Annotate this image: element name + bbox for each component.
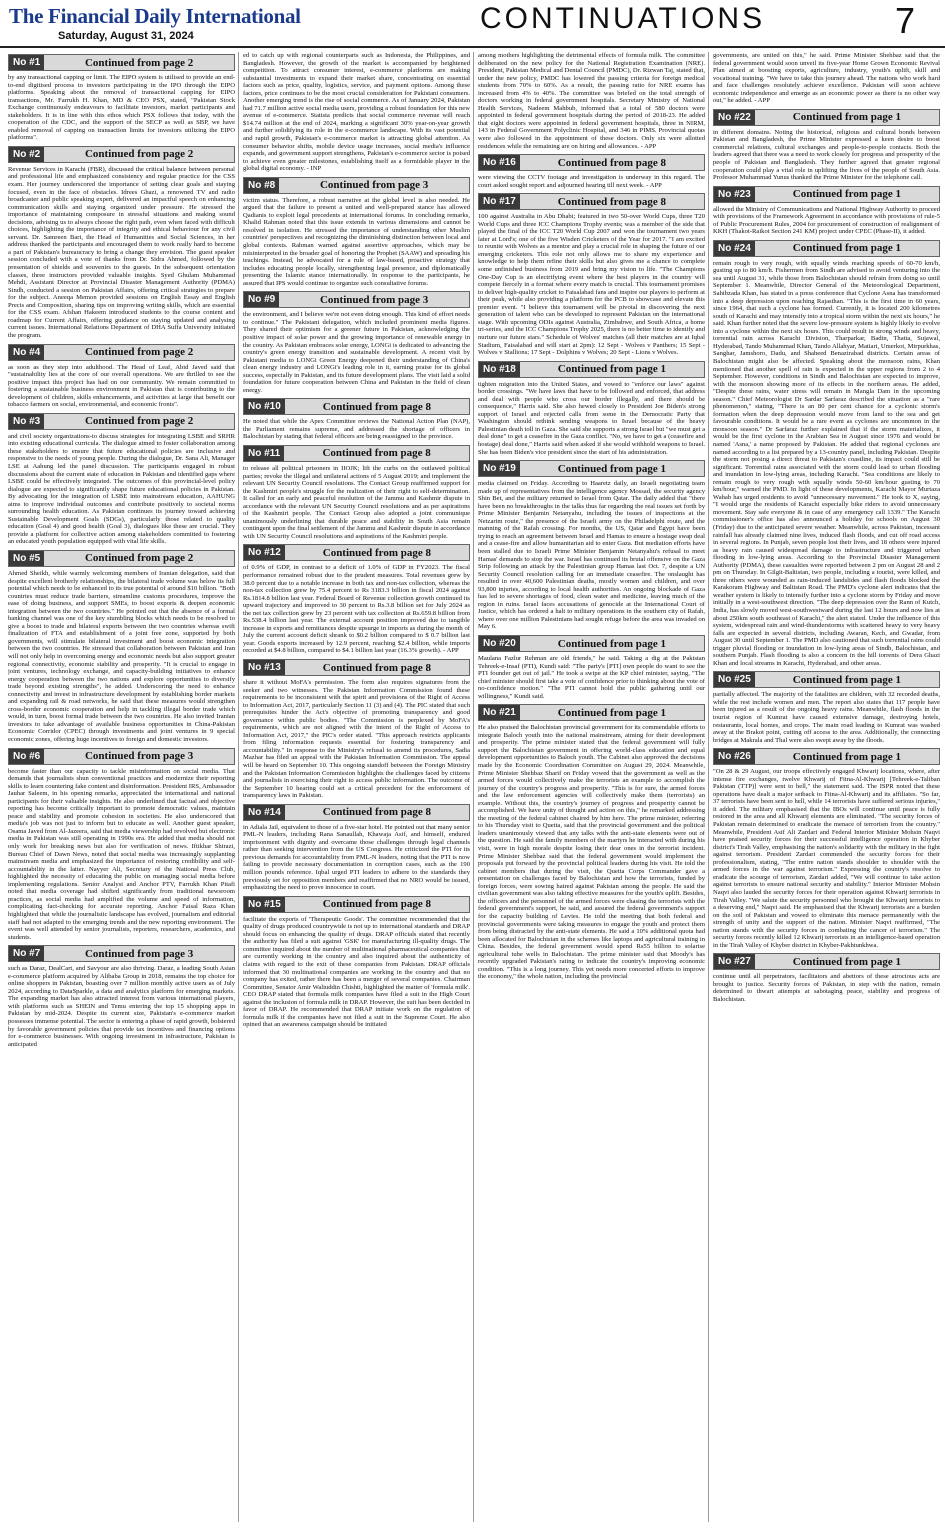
column-4	[713, 52, 940, 1522]
masthead	[0, 0, 945, 48]
continuation-header	[713, 671, 940, 688]
column-divider	[473, 52, 474, 1522]
column-divider	[708, 52, 709, 1522]
article-body: among mothers highlighting the detrimental effects of formula milk. The committee deliberated on the new policy for the National Registration Examination (NRE). President, Pakistan Medical and Dental Council (PMDC), Dr. Rizwan Taj, stated that, under the new policy, PMDC has lowered the passing criteria for foreign medical students from 70% to 60%. As a result, the passing ratio for NRE exams has increased from 4% to 40%. The committee was briefed on the total strength of doctors working in federal government hospitals. Secretary Ministry of National Health Services, Nadeem Mahbub, informed that a total of 580 doctors were appointed in federal government hospitals during the period of 2018-23. He added that eight doctors were appointed in federal government hospitals, three in NIRM, 143 in Federal Government Polyclinic Hospital, and 346 in PIMS. Provincial quotas were also followed in the appointment of these doctors. Only six were allotted residences while the remaining are on hiring and allowances. - APP	[478, 52, 705, 150]
continuation-header	[243, 659, 470, 676]
continuation-article	[478, 193, 705, 356]
continuation-article	[8, 413, 235, 546]
column-3	[478, 52, 705, 1522]
continuation-number-badge: No #1	[9, 55, 44, 70]
article-body: allowed the Ministry of Communications and National Highway Authority to proceed with provisions of the Framework Agreement in accordance with provisions of rule-5 of Public Procurement Rules, 2004 for procurement of construction of realignment of KKH (Thakot-Raikot Section 241 KM) project under CPEC (Phase-II), it added.	[713, 205, 940, 236]
continuation-number-badge: No #9	[244, 292, 279, 307]
continuation-article	[478, 704, 705, 981]
continuation-article	[713, 109, 940, 182]
continuation-number-badge: No #23	[714, 187, 755, 202]
continuation-header	[478, 193, 705, 210]
article-body: share it without MoFA's permission. The form also requires signatures from the seeker and two witnesses. The Pakistan Information Commission found these requirements to be inconsistent with the spirit and provisions of the Right of Access to Information Act, 2017, particularly Section 11 (3) and (4). The PIC stated that such prerequisites hinder the Act's objective of promoting transparency and good governance within public bodies. "The Commission is perplexed by MoFA's requirements, which are not aligned with the intent of the Right of Access to Information Act, 2017," the PIC's order stated. "This approach restricts applicants from filing information requests essential for fostering transparency and accountability." In response to the Ministry's refusal to amend its procedures, Sadia Mazhar has filed an appeal with the Pakistan Information Commission. The appeal will be heard on September 10. This ongoing standoff between the Foreign Ministry and the Pakistan Information Commission highlights the challenges faced by citizens and journalists in exercising their right to access public information. The outcome of the September 10 hearing could set a critical precedent for the enforcement of transparency laws in Pakistan.	[243, 679, 470, 800]
continued-from-label: Continued from page 1	[792, 188, 902, 201]
continued-from-label: Continued from page 3	[319, 179, 429, 192]
continuation-article	[713, 671, 940, 744]
article-body: in Adiala Jail, equivalent to those of a five-star hotel. He pointed out that many senior PML-N leaders, including Rana Sanaullah, Khawaja Asif, and himself, endured imprisonment with dignity and overcame those challenges through legal channels rather than seeking intervention from the US Congress. He criticized the PTI for its previous demands for accountability from PML-N leaders, noting that the PTI is now failing to provide necessary documentation in corruption cases, such as the 190 million pounds reference. Iqbal urged PTI leaders to adhere to the standards they previously set for opposition members and reaffirmed that no NRO would be issued, emphasizing the need to prove innocence in court.	[243, 823, 470, 892]
continuation-number-badge: No #8	[244, 178, 279, 193]
continuation-number-badge: No #11	[244, 446, 284, 461]
continuation-number-badge: No #16	[479, 155, 520, 170]
continued-from-label: Continued from page 8	[322, 546, 432, 559]
continuation-article	[243, 896, 470, 1029]
article-body: and civil society organizations-to discuss strategies for integrating LSBE and SRHR into existing educational curricula. The dialogue aimed to foster collaboration among these stakeholders to ensure that future educational policies are inclusive and responsive to the needs of young people. During the dialogue, Dr. Sana Ali, Manager LSE at Aahung led the panel discussion. The participants engaged in robust discussions about the current state of education in Pakistan and identified gaps where LSBE could be effectively integrated. The outcomes of this provincial-level policy dialogue are expected to significantly shape future educational policies in Pakistan. By advocating for the integration of LSBE into mainstream education, AAHUNG aims to improve individual outcomes and contribute positively to societal norms surrounding health education. As Pakistan continues its journey toward achieving Sustainable Development Goals (SDGs), particularly those related to quality education (Goal 4) and good health (Goal 3), dialogues like these are crucial. They provide a platform for collective action among stakeholders committed to fostering an educated youth population equipped with vital life skills.	[8, 432, 235, 546]
continuation-header	[8, 945, 235, 962]
continued-from-label: Continued from page 1	[557, 706, 667, 719]
continuation-article	[713, 52, 940, 105]
continuation-header	[8, 344, 235, 361]
section-title: CONTINUATIONS	[480, 2, 766, 35]
article-body: the environment, and I believe we're not even doing enough. This kind of effort needs to continue." The Pakistani delegation, which included prominent media figures. They shared their optimism for a greener future in Pakistan, acknowledging the positive impact of solar power and the growing importance of renewable energy in the country. As Pakistan embraces solar energy, LONGi is dedicated to advancing the country's green energy transition and sustainable development. A recent visit by Pakistani media to LONGi Green Energy deepened their understanding of China's clean energy industry and LONGi's leading role in it, earning praise for its global success, especially in Pakistan, and its future development plans. The visit laid a solid foundation for future cooperation between China and Pakistan in the field of clean energy.	[243, 311, 470, 394]
continuation-article	[713, 186, 940, 236]
continued-from-label: Continued from page 3	[319, 293, 429, 306]
continued-from-label: Continued from page 1	[557, 462, 667, 475]
continued-from-label: Continued from page 8	[322, 400, 432, 413]
continued-from-label: Continued from page 8	[322, 447, 431, 460]
article-body: such as Daraz, DealCart, and Savyour are also thriving. Daraz, a leading South Asian e-commerce platform acquired by Alibaba Group in 2018, remains the top choice for online shoppers in Pakistan, boasting over 7 million monthly active users as of July 2024, according to DataSparkle, a data and analytics platform for emerging markets. The expanding market has also attracted interest from various international players, with platforms such as SHEIN and Temu entering the top 15 shopping apps in Pakistan by mid-2024. Despite its current size, Pakistan's e-commerce market possesses immense potential. The sector is entering a phase of rapid growth, bolstered by favorable government policies that provide tax incentives and financing options for e-commerce businesses. With ongoing investment in infrastructure, Pakistan is anticipated	[8, 965, 235, 1048]
continuation-article	[243, 544, 470, 655]
continuation-header	[713, 748, 940, 765]
continuation-article	[713, 748, 940, 949]
continued-from-label: Continued from page 8	[557, 156, 667, 169]
continuation-article	[243, 659, 470, 800]
continuation-number-badge: No #14	[244, 805, 285, 820]
continuation-header	[713, 109, 940, 126]
continuation-header	[243, 177, 470, 194]
newspaper-name: The Financial Daily International	[9, 4, 301, 28]
continuation-header	[8, 550, 235, 567]
article-body: "On 28 & 29 August, our troops effectively engaged Khwarij locations, where, after intense fire exchanges, twelve Khwarij of Fitna-Al-Khwarij [Tehreek-e-Taliban Pakistan (TTP)] were sent to hell," the statement said. The ISPR noted that these operations have dealt a major setback to Fitna-Al-Khwarij and its affiliates. "So far, 37 terrorists have been sent to hell, while 14 terrorists have suffered serious injuries," it added. The military emphasised that the IBOs will continue until peace is fully restored in the area and all Khwarij elements are eliminated. "The security forces of Pakistan remain determined to eradicate the menace of terrorism from the country." Meanwhile, President Asif Ali Zardari and Federal Interior Minister Mohsin Naqvi have praised security forces for their successful intelligence operation in Khyber district's Tirah Valley, emphasising the nation's solidarity with the military in the fight against terrorism. President Zardari commended the security forces for their professionalism, stating, "The entire nation stands shoulder to shoulder with the armed forces in the war against terrorism." Expressing the country's resolve to eradicate the scourge of terrorism, Zardari added, "We will continue to take action against terrorists to ensure national security and stability." Interior Minister Mohsin Naqvi also lauded the security forces for their operation against Khwarij terrorists in Tirah Valley. "We salute the security personnel who brought the Khwarij terrorists to a deserving end," Naqvi said. He emphasised that the Khwarij terrorists are a burden on the soil of Pakistan and vowed to eliminate this menace permanently with the strength of unity and the support of the nation. Minister Naqvi reaffirmed, "The nation stands with the security forces in combating the cancer of terrorism." The security forces recently killed 12 Khwarij terrorists in an intelligence-based operation in the Tirah Valley of Khyber district in Khyber-Pakhtunkhwa.	[713, 768, 940, 949]
continuation-article	[8, 54, 235, 142]
continuation-article	[713, 953, 940, 1003]
continuation-header	[478, 704, 705, 721]
continued-from-label: Continued from page 1	[557, 637, 667, 650]
continued-from-label: Continued from page 1	[557, 363, 667, 376]
article-body: governments, are united on this," he said. Prime Minister Shehbaz said that the federal government would soon unveil its five-year Home Grown Economic Revival Plan aimed at boosting exports, agriculture, industry, youth's uplift, skill and vocational training. "We have to take this journey ahead. The nations who work hard and face challenges resolutely achieve excellence. Pakistan will soon achieve economic independence and emerge as an economic power as there is no other way out," he added. - APP	[713, 52, 940, 105]
continuation-article	[713, 240, 940, 668]
continuation-article	[478, 154, 705, 189]
continued-from-label: Continued from page 3	[84, 750, 194, 763]
continuation-number-badge: No #20	[479, 636, 520, 651]
article-body: Ahmed Sheikh, while warmly welcoming members of Iranian delegation, said that despite excellent brotherly relationships, the bilateral trade volume was below its full potential which needs to be enhanced to its true potential of around $10 billion. "Both countries must reduce trade barriers, streamline customs procedures, improve the ease of doing business, and support SMEs, to boost exports & deepen economic integration between the two countries." He pointed out that the absence of a formal banking channel was one of the key stumbling blocks which needs to be resolved to give a boost to trade and bilateral exports between the two countries whereas swift finalization of FTA and establishment of a joint free zone, supported by both governments, will stimulate bilateral investment and boost economic integration between the two countries. He stressed that collaboration between Pakistan and Iran will not only help in overcoming energy and economic needs but also support greater regional connectivity, economic stability and prosperity. "It is crucial to engage in joint ventures, technology exchange, and capacity-building initiatives to enhance energy cooperation between the two nations and explore opportunities to diversify trade beyond existing strengths", he added. Underscoring the need to enhance connectivity and invest in infrastructure development by establishing border markets and expanding rail & road networks, he said that these measures would strengthen cross-border economic cooperation and help in tackling illegal border trade which would, in turn, boost formal trade between the two countries. He also invited Iranian investors to take advantage of available business opportunities in China-Pakistan Economic Corridor (CPEC) through investments and joint ventures in 9 special economic zones, offering huge incentives to foreign and domestic investors.	[8, 569, 235, 744]
continuation-header	[243, 445, 470, 462]
article-body: of 0.9% of GDP, in contrast to a deficit of 1.0% of GDP in FY2023. The fiscal performance remained robust due to the prudent measures. Total revenues grew by 38.0 percent due to a notable increase in both tax and non-tax collection, whereas the non-tax collection grew by 75.4 percent to Rs 3183.3 billion in fiscal 2024 against Rs.1814.8 billion last year. Federal Board of Revenue collection growth continued its upward trajectory and improved to 30 percent to Rs.3.8 billion set for July 2024 as the net tax collection grew by 23 percent with tax collection at Rs.659.8 billion from Rs.538.4 billion last year. The external account position improved due to tangible increase in exports and remittances despite upsurge in imports as during the month of July the current account deficit shrank to $0.2 billion compared to $ 0.7 billion last year. Goods exports increased by 12.9 percent, reaching $2.4 billion, while imports recorded at $4.8 billion, compared to $4.1 billion last year (16.3% growth). - APP	[243, 564, 470, 655]
article-body: 100 against Australia in Abu Dhabi; featured in two 50-over World Cups, three T20 World Cups and three ICC Champions Trophy events; was a member of the side that played the final of the ICC T20 World Cup 2007 and won the tournament two years later at Lord's; one of the five Wisden Cricketers of the Year for 2017. "I am excited to reunite with Wolves as a mentor and play a crucial role in shaping the future of our emerging cricketers. This role not only allows me to share my experience and knowledge to help them refine their skills but also gives me a chance to complete some unfinished business from 2019 and bring my vision to life. "The Champions One-Day Cup is an electrifying event where the best players in the country will compete fiercely in a format where every match is crucial. This tournament promises to deliver high-quality cricket to Faisalabad fans and inspire our players to perform at their peak, while also providing a platform for the PCB to showcase and elevate this premier event. "I believe this tournament will be pivotal in discovering the next generation of talent who can be developed to represent Pakistan on the international stage. With upcoming ODIs against Australia, Zimbabwe, and South Africa, a home tri-series, and the ICC Champions Trophy 2025, there is no better time to identify and nurture our future stars." Schedule of Wolves' matches (all their matches are at Iqbal Stadium, Faisalabad and will start at 2pm): 12 Sept - Wolves v Panthers; 15 Sept - Wolves v Stallions; 17 Sept - Dolphins v Wolves; 20 Sept - Lions v Wolves.	[478, 213, 705, 357]
continuation-header	[243, 398, 470, 415]
continued-from-label: Continued from page 1	[792, 955, 902, 968]
continued-from-label: Continued from page 2	[84, 56, 194, 69]
continuation-header	[713, 186, 940, 203]
continuation-number-badge: No #25	[714, 672, 755, 687]
continuation-header	[478, 635, 705, 652]
continuation-number-badge: No #27	[714, 954, 755, 969]
continued-from-label: Continued from page 8	[322, 898, 432, 911]
continuation-number-badge: No #21	[479, 705, 520, 720]
continuation-header	[243, 291, 470, 308]
continued-from-label: Continued from page 1	[792, 242, 902, 255]
article-body: Revenue Services in Karachi (FBR), discussed the critical balance between personal and professional life and emphasized consistency and regular practice for the CSS exam. Her journey underscored the importance of setting clear goals and staying focused, even in the face of obstacles. Idrees Ghazi, a renowned TV and radio broadcaster and public speaking expert, delivered an impactful speech on enhancing communication skills and staying organized under pressure. He stressed the importance of maintaining composure in stressful situations and making sound decisions, advising us to always choose the right path, even when faced with difficult choices, highlighting the importance of integrity and ethical behaviour for any civil servant. Dr. Samreen Bari, the Head of Humanities and Social Sciences, in her address thanked the participants and encouraged them to work really hard to become a part of Pakistan's bureaucracy to bring a change they envision. The guest speaker session concluded with a vote of thanks from Dr. Sidra Ahmed, followed by the presentation of shields and souvenirs to the guests. In the subsequent orientation classes, three instructors provided valuable insights. Syed Ghulam Muhammad Mehdi, Assistant Director at Provincial Disaster Management Authority (PDMA) Sindh, conducted a session on Pakistan Affairs, offering critical strategies to prepare for the subject. Aneeqa Memon provided sessions on English Essay and English Precis and Composition, sharing tips on improving writing skills, which are essential for the CSS exam. Afshan Hakeem introduced students to the course content and roadmap for Current Affairs, offering guidance on staying updated and analysing current issues. International Relations Department of DHA Suffa University initiated the program.	[8, 165, 235, 339]
continuation-article	[8, 146, 235, 340]
continuation-header	[8, 413, 235, 430]
continuation-number-badge: No #26	[714, 749, 755, 764]
continuation-number-badge: No #24	[714, 241, 755, 256]
continuation-number-badge: No #2	[9, 147, 44, 162]
article-body: victim status. Therefore, a robust narrative at the global level is also needed. He argued that the failure to present a united and well-prepared stance has allowed Qadianis to exploit legal precedents at international forums. In concluding remarks, Khalid Rahman noted that this issue extends in various dimensions and cannot be resolved in isolation. He stressed the importance of understanding other Muslim countries' perspectives and recognizing the diminishing distinction between local and global contexts. Rahman warned against assertive approaches, which may be misinterpreted in the broader goal of honoring the Prophet (SAAW) and spreading his teachings. Instead, he advocated for a rule of law-based, proactive strategy that includes educating people locally, strengthening legal presence, and diplomatically presenting the Islamic stance internationally. In response to the participants, he assured that IPS would continue to organize such consultative forums.	[243, 196, 470, 287]
continuation-article	[478, 460, 705, 631]
column-2	[243, 52, 470, 1522]
article-body: become faster than our capacity to tackle misinformation on social media. That demands that journalists shun conventional practices and modernize their reporting skills to learn countering fake content and disinformation. President IRS, Ambassador Jauhar Saleem, in his opening remarks, appreciated the international and national participants for their valuable insights. He also underlined that factual and objective reporting has become critically important to promote democratic values, maintain peace and stability and promote cohesion in societies. He also underscored that media's job was not just to inform but to educate as well. Another guest speaker, Osama Javed from Al-Jazeera, said that media viewership had revolved but electronic media in Pakistan was still operating in 1990s era. He added that media should not only work for breaking news but also for verification of news. Iftikhar Shirazi, Bureau Chief of Dawn News, noted that social media was increasingly supplanting mainstream media and emphasized the importance of restoring credibility and self-accountability in the latter. Nayyer Ali, Secretary of the National Press Club, highlighted the necessity of educating the public on managing social media before implementing regulations. Senior Analyst and Anchor PTV, Farrukh Khan Pitafi noted that media coverage had shifted significantly from traditional newsroom practices, as social media had amplified the volume and speed of information, complicating fact-checking for accurate reporting. Anchor Faisal Raza Khan highlighted that while the journalistic landscape has evolved, journalism and editorial staff had not adapted to the emerging trends and the new reporting environment. The event was well attended by senior journalists, reporters, researchers, academics, and students.	[8, 767, 235, 941]
continuation-number-badge: No #18	[479, 362, 520, 377]
continuation-article	[478, 361, 705, 456]
continuation-article	[478, 635, 705, 700]
continuation-header	[8, 748, 235, 765]
continuation-number-badge: No #13	[244, 660, 285, 675]
article-body: tighten migration into the United States, and vowed to "enforce our laws" against border crossings. "We have laws that have to be followed and enforced, that address and deal with people who cross our border illegally, and there should be consequence," Harris said. She also hewed closely to President Joe Biden's strong support of Israel and rejected calls from some in the Democratic Party that Washington should rethink sending weapons to Israel because of the heavy Palestinian death toll in Gaza. She said she supports a strong Israel but "we must get a deal done" to get a ceasefire in the Gaza conflict. "No, we have to get a (ceasefire and hostage) deal done," Harris said when asked if she would withhold weapons to Israel. She has been Biden's vice president since the start of his administration.	[478, 380, 705, 456]
continued-from-label: Continued from page 3	[84, 947, 194, 960]
continuation-article	[243, 398, 470, 441]
continuation-number-badge: No #5	[9, 551, 44, 566]
continued-from-label: Continued from page 1	[792, 750, 902, 763]
continuation-number-badge: No #17	[479, 194, 520, 209]
continuation-number-badge: No #6	[9, 749, 44, 764]
continuation-number-badge: No #3	[9, 414, 44, 429]
continuation-header	[478, 361, 705, 378]
continuation-number-badge: No #7	[9, 946, 44, 961]
continuation-article	[243, 291, 470, 394]
article-body: media claimed on Friday. According to Haaretz daily, an Israeli negotiating team made up of representatives from the intelligence agency Mossad, the security agency Shin Bet, and the military returned to Israel from Qatar. The daily added that "there have been no breakthroughs in the talks thus far regarding the real issues set forth by Prime Minister Benjamin Netanyahu, including the issues of inspections at the Netzarim route," the presence of the Israeli army on the Philadelphi route, and the manning of the Rafah crossing. For months, the US, Qatar and Egypt have been trying to reach an agreement between Israel and Hamas to ensure a hostage swap deal and a cease-fire and allow humanitarian aid to enter Gaza. But mediation efforts have been stalled due to Israeli Prime Minister Benjamin Netanyahu's refusal to meet Hamas' demands to stop the war. Israel has continued its brutal offensive on the Gaza Strip following an attack by the Palestinian group Hamas last Oct. 7, despite a UN Security Council resolution calling for an immediate ceasefire. The onslaught has resulted in over 40,600 Palestinian deaths, mostly women and children, and over 93,800 injuries, according to local health authorities. An ongoing blockade of Gaza has led to severe shortages of food, clean water and medicine, leaving much of the region in ruins. Israel faces accusations of genocide at the International Court of Justice, which has ordered a halt to military operations in the southern city of Rafah, where over one million Palestinians had sought refuge before the area was invaded on May 6.	[478, 480, 705, 631]
continuation-article	[478, 52, 705, 150]
article-body: continue until all perpetrators, facilitators and abettors of these atrocious acts are brought to justice. Security forces of Pakistan, in step with the nation, remain determined to thwart attempts at sabotaging peace, stability and progress of Balochistan.	[713, 973, 940, 1003]
article-body: He also praised the Balochistan provincial government for its commendable efforts to integrate Baloch youth into the national mainstream, aiming for their development and prosperity. The prime minister stated that the federal government will fully support the Balochistan government in offering world-class education and equal development opportunities to Baloch youth. The Cabinet also approved the decisions made by the Economic Coordination Committee on August 29, 2024. Meanwhile, Prime Minister Shehbaz Sharif on Friday vowed that the government as well as the armed forces would collectively make the terrorists an example to accomplish the journey of the country's progress and prosperity. "This is for sure, the armed forces and the law enforcement agencies will collectively make them (terrorists) an example. Without this, the country's journey of progress and prosperity cannot be accomplished. We have unity of thought and action on this," he remarked addressing the meeting of the federal cabinet chaired by him here. The prime minister, referring to his Thursday visit to Quetta, said that the provincial government and the political leaders unanimously viewed that any talks with the anti-state elements were out of the question. He said the family members of the martyrs he interacted with during his visit, were in high morale despite losing their dear ones in the terrorist incident. Prime Minister Shehbaz said that the federal government would implement the proposals put forward by the provincial political leaders during his visit. He told the cabinet members that during the visit, the Quetta Corps Commander gave a presentation on challenges faced by Balochistan and how the terrorists, funded by foreign forces, were sowing hatred against Pakistan among the people. He said the civilian government was also taking effective measures for the youth's uplift. Besides, the officers and the personnel of the armed forces were chasing the terrorists with the federal government's support, he said, and assured the federal government's support for the capacity building of Levies. He told the meeting that both federal and provincial governments were taking measures to engage the youth and protect them from being distracted by the anti-state elements. He said a 10% additional quota had been allocated for Balochistan in the schemes like laptops and agricultural training in China. Besides, the federal government would spend Rs55 billion to solarise agricultural tube wells in Balochistan. The prime minister said that Moody's has recently upgraded Pakistan's rating to indicate the country's improving economic condition. "This is a long journey. This yet needs more concerted efforts to improve the economy," the whole nation, including the provincial	[478, 724, 705, 981]
continuation-number-badge: No #10	[244, 399, 285, 414]
article-body: in different domains. Noting the historical, religious and cultural bonds between Pakistan and Bangladesh, the Prime Minister expressed a keen desire to boost commercial relations, cultural exchanges and people-to-people contacts. Both the leaders agreed that there was a need to work closely for progress and prosperity of the people of Pakistan and Bangladesh. They further agreed that greater regional cooperation could play a vital role in uplifting the lives of the people of South Asia. Professor Muhammad Yunus thanked the Prime Minister for the telephone call.	[713, 128, 940, 182]
continuation-header	[478, 460, 705, 477]
continued-from-label: Continued from page 1	[792, 673, 902, 686]
continued-from-label: Continued from page 2	[84, 346, 194, 358]
continuation-number-badge: No #12	[244, 545, 285, 560]
continuation-header	[243, 544, 470, 561]
continuation-number-badge: No #19	[479, 461, 520, 476]
continued-from-label: Continued from page 8	[322, 661, 432, 674]
continuation-article	[243, 804, 470, 892]
continuation-header	[713, 240, 940, 257]
continuation-number-badge: No #22	[714, 110, 755, 125]
continuation-article	[8, 945, 235, 1048]
continuation-number-badge: No #15	[244, 897, 285, 912]
article-body: as soon as they step into adulthood. The Head of Leaf, Abid Javed said that "sustainability lies at the core of our overall operations. We are thrilled to see the positive impact this project has had on our community. We remain committed to fostering a sustainable business environment in Pakistan that is contributing to the development of children, skills enhancements, and activities at large that benefit our tobacco farmers on social, environmental, and economic fronts".	[8, 363, 235, 409]
continuation-number-badge: No #4	[9, 345, 44, 360]
article-body: were viewing the CCTV footage and investigation is underway in this regard. The court asked sought report and adjourned hearing till next week. - APP	[478, 174, 705, 189]
article-body: to release all political prisoners in IIOJK; lift the curbs on the outlawed political parties; revoke the illegal and unilateral actions of 5 August 2019; and implement the relevant UN Security Council resolutions. The Contact Group reaffirmed support for the Kashmiri people's struggle for the realization of their right to self-determination. It called for an early and peaceful resolution of the Jammu and Kashmir dispute in accordance with the relevant UN Security Council resolutions and as per aspirations of the Kashmiri people. The Contact Group also adopted a joint communique unanimously underlining that durable peace and stability in South Asia remain contingent upon the final settlement of the Jammu and Kashmir dispute in accordance with UN Security Council resolutions and aspirations of the Kashmiri people.	[243, 464, 470, 540]
continued-from-label: Continued from page 2	[84, 552, 194, 565]
article-body: by any transactional capping or limit. The EIPO system is utilised to provide an end-to-end digitised process to investors participating in the IPO through the EIPO platforms. Speaking about the removal of transactional capping for EIPO transactions, Mr. Farrukh H. Khan, MD & CEO PSX, stated, "Pakistan Stock Exchange continuously endeavours to facilitate investors, market participants and stakeholders. It is in line with this ethos which PSX follows that today, with the cooperation of the CDC, and the support of the SECP as well as SBP, we have enabled removal of capping on transaction limits for investors utilizing the EIPO platforms".	[8, 74, 235, 142]
continued-from-label: Continued from page 2	[84, 148, 194, 161]
article-body: remain rough to very rough, with squally winds reaching speeds of 60-70 km/h, gusting up to 80 km/h. Fishermen from Sindh are advised to avoid venturing into the sea until August 31, while those from Balochistan should refrain from doing so until September 1. Meanwhile, Director General of the Meteorological Department, Sahibzada Khan, has stated in a press conference that Cyclone Asna has transformed into a deep depression upon reaching Rajasthan. "This is the first time in 60 years, since 1964, that such a cyclone has formed. Currently, it is located 200 kilometres south of Karachi and may intensify into a tropical storm within the next six hours," he said. Khan further noted that the severe low-pressure system is highly likely to evolve into a cyclone within the next six hours. This could result in strong winds and heavy, torrential rain across Karachi Division, Tharparkar, Badin, Thatta, Sujawal, Hyderabad, Tando Muhammad Khan, Tando Allahyar, Matiari, Umerkot, Mirpurkhas, Sanghar, Jamshoro, Dadu, and Shaheed Benazirabad districts. Certain areas of Balochistan might also be affected. Speaking about the monsoon rains, Khan mentioned that another spell of rain is expected in the upper regions from 2 to 4 September. However, conditions in Sindh and Balochistan are expected to improve, with the monsoon showing more of its effects in the northern areas. He added, "Despite these rains, water stress will remain in Mangla Dam in the upcoming season." Chief Meteorologist Dr Sardar Sarfaraz described the situation as a "rare phenomenon," stating, "There is an 80 per cent chance for a cyclonic storm's formation when the deep depression would move from land to the sea and get favourable conditions. It would be a rare event as cyclones are uncommon in the monsoon season." Dr Sarfaraz further explained that if the storm materializes, it would be the first cyclone in the Arabian Sea in August since 1976 and would be named 'Asna,' a name proposed by Pakistan. He added that regional cyclones are named according to a list prepared by a 13-country panel, including Pakistan. Despite the storm not posing a direct threat to Pakistan's coastline, its impact could still be significant. Torrential rains associated with the storm could lead to urban flooding and inundation in low-lying areas, including Karachi. "Sea conditions are likely to remain rough to very rough with squally winds 50-60 km/hour gusting to 70 km/hour," warned the PMD. In light of these developments, Karachi Mayor Murtaza Wahab has urged residents to avoid "unnecessary movement." He took to X, saying, "I would urge the residents of Karachi especially bike riders to avoid unnecessary movement. Stay safe everyone & in case of any emergency call 1339." The Karachi commissioner's office has also announced a holiday for schools on August 30 (Friday) due to the anticipated severe weather. Meanwhile, across Pakistan, incessant rainfall has already claimed nine lives, induced flash floods, and cut off road access in several regions. In Punjab, seven people lost their lives, and 18 others were injured as heavy rain caused widespread damage to infrastructure and triggered urban flooding in low-lying areas. According to the Provincial Disaster Management Authority (PDMA), these casualties were reported between 2 pm on August 28 and 2 pm on Thursday. In Gilgit-Baltistan, two people, including a tourist, were killed, and three others were wounded as rain-induced landslides and flash floods blocked the Karakoram Highway and Baltistan Road. The PMD's cyclone alert indicates that the weather system is likely to intensify further into a cyclone storm by Friday and move initially in a west-southwest direction. "The deep depression over the Rann of Kutch, India, has slowly moved west-southwestward during the last 12 hours and now lies at about 250km south southeast of Karachi," the alert stated. Under the influence of this system, widespread rain and wind-thunderstorms with scattered heavy to very heavy falls are expected in several districts, including Awaran, Kech, and Gwadar, from August 30 until September 1. The PMD also cautioned that such torrential rains could trigger pluvial flooding or inundation in low-lying areas of Sindh, Balochistan, and southern Punjab. Flash flooding is also a concern in the hill torrents of Dera Ghazi Khan and local streams in Karachi, Hyderabad, and other areas.	[713, 259, 940, 667]
column-1	[8, 52, 235, 1522]
continuation-article	[243, 177, 470, 288]
continuation-header	[8, 54, 235, 71]
continuation-header	[243, 896, 470, 913]
column-divider	[238, 52, 239, 1522]
continued-from-label: Continued from page 1	[792, 111, 902, 124]
article-body: He noted that while the Apex Committee reviews the National Action Plan (NAP), the Parliament remains supreme, and addressed the shortage of officers in Balochistan by stating that federal officers are being reassigned to the province.	[243, 418, 470, 441]
continuation-header	[243, 804, 470, 821]
continuation-article	[8, 550, 235, 744]
article-body: ed to catch up with regional counterparts such as Indonesia, the Philippines, and Bangladesh. However, the growth of the market is accompanied by heightened competition. To attract consumer interest, e-commerce platforms are making substantial investments to expand their market share, concentrating on essential factors such as price, quality, logistics, service, and payment options. Among these factors, price continues to be the most crucial consideration for Pakistani consumers. Another emerging trend is the rise of social commerce. As of January 2024, Pakistan had 71.7 million active social media users, providing a robust foundation for this new avenue of e-commerce. Statista predicts that social commerce revenue will reach $14.74 million at the end of 2024, marking a significant 30% year-on-year growth and further solidifying its role in the e-commerce landscape. With its vast potential and rapid growth, Pakistan's e-commerce market is attracting global attention. As consumer behavior shifts, mobile device usage increases, social media's influence expands, and government support strengthens, Pakistan's e-commerce sector is poised to achieve even greater milestones, establishing itself as a formidable player in the global digital economy. - INP	[243, 52, 470, 173]
continuation-article	[8, 344, 235, 409]
continued-from-label: Continued from page 8	[322, 806, 432, 819]
continued-from-label: Continued from page 2	[84, 415, 194, 428]
continuation-header	[478, 154, 705, 171]
continuation-article	[8, 748, 235, 942]
continuation-header	[713, 953, 940, 970]
continuation-header	[8, 146, 235, 163]
continued-from-label: Continued from page 8	[557, 195, 667, 208]
page-number: 7	[895, 0, 916, 41]
article-body: partially affected. The majority of the fatalities are children, with 32 recorded deaths, while the rest include women and men. The report also states that 117 people have been injured as a result of the ongoing heavy rains. Meanwhile, flash floods in the tourist region of Kumrat have caused extensive damage, destroying hotels, restaurants, local homes, and crops. The main road leading to Kumrat was washed away at the Brakot point, cutting off access to the area. Additionally, the connecting bridges at Makrala and Thal were also swept away by the floods.	[713, 691, 940, 744]
article-body: facilitate the exports of 'Therapeutic Goods'. The committee recommended that the quality of drugs produced countrywide is not up to international standards and DRAP should focus on enhancing the quality of drugs. DRAP officials stated that recently the authority has filed a suit against 'GSK' for manufacturing ill-quality drugs. The committee inquired about the number of multinational pharmaceutical companies that are currently working in the country and also inquired about the authenticity of claims with regard to the exit of these companies from Pakistan. DRAP officials informed that 30 multinational companies are working in the country and that no company has exited, rather there has been a merger of several companies. Chairman Committee, Senator Amir Waliuddin Chishti, highlighted the matter of 'formula milk'. CEO DRAP stated that formula milk companies have filed a suit in the High Court against the inclusion of formula milk in DRAP. However, the suit has been decided in favor of DRAP. He recommended that DRAP initiate work on the regulation of formula milk if the companies have not filed a suit in the Supreme Court. He also opined that an awareness campaign should be initiated	[243, 915, 470, 1029]
article-body: Maulana Fazlur Rehman are old friends," he said. Taking a dig at the Pakistan Tehreek-e-Insaf (PTI), Kundi said: "The party's [PTI] own people do want to see the PTI founder get out of jail." He took a swipe at the KP chief minister, saying, "The chief minister should first take a vote of confidence prior to thinking about the vote of no-confidence motion." "The PTI cannot hold the public gathering until our willingness," Kundi said.	[478, 655, 705, 700]
continuation-article	[243, 445, 470, 540]
continuation-article	[243, 52, 470, 173]
issue-date: Saturday, August 31, 2024	[58, 30, 194, 42]
